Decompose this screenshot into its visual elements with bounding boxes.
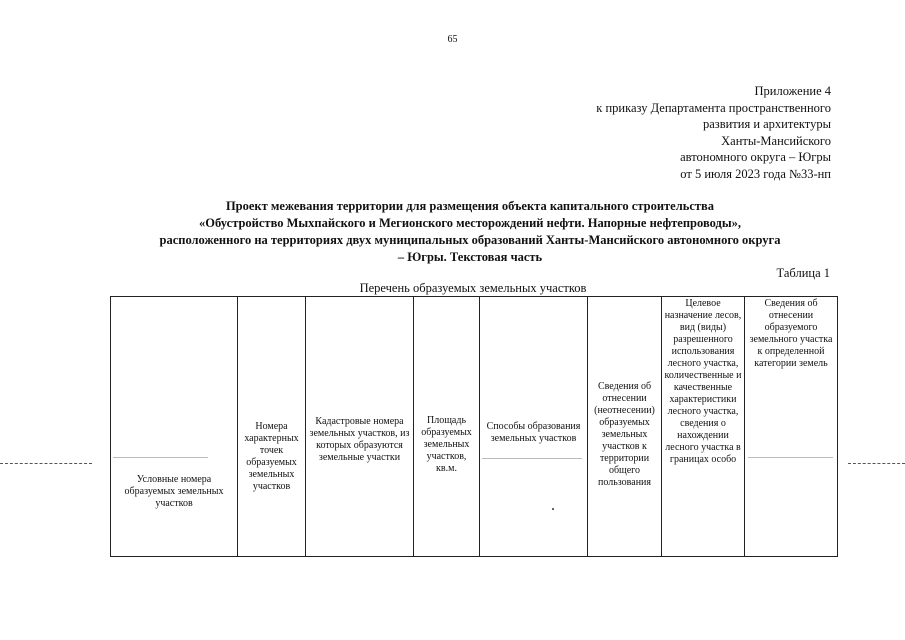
appendix-line: к приказу Департамента пространственного: [596, 100, 831, 115]
appendix-line: Ханты-Мансийского: [721, 133, 831, 148]
header-text: Сведения об отнесении образуемого земельного участка к определенной категории земель: [749, 298, 833, 369]
appendix-line: от 5 июля 2023 года №33-нп: [680, 166, 831, 181]
appendix-line: автономного округа – Югры: [680, 150, 831, 164]
header-text: Кадастровые номера земельных участков, из которых образуются земельные участки: [309, 415, 410, 463]
appendix-line: развития и архитектуры: [702, 117, 831, 131]
table-number: Таблица 1: [776, 266, 830, 280]
scan-crease-left-inner: [113, 457, 208, 458]
header-text: Площадь образуемых земельных участков, кв.м.: [421, 414, 472, 474]
scan-crease-left: [0, 463, 92, 464]
table-caption: Перечень образуемых земельных участков: [359, 281, 587, 295]
header-cell-cadastral-numbers: [306, 297, 414, 557]
header-cell-point-numbers: [238, 297, 306, 557]
title-line: Проект межевания территории для размещения объекта капитального строительства: [225, 199, 715, 213]
header-cell-land-category: [745, 297, 838, 557]
header-cell-formation-methods: [480, 297, 588, 557]
header-text: Способы образования земельных участков: [486, 420, 581, 444]
page-number: 65: [447, 34, 458, 45]
header-text: Целевое назначение лесов, вид (виды) разрешенного использования лесного участка, количественные и качественные характеристики лесного участка, сведения о нахождении лесного участка в границах особо: [664, 298, 742, 465]
appendix-line: Приложение 4: [754, 84, 831, 98]
header-cell-plot-numbers: [111, 297, 238, 557]
header-cell-public-use: [588, 297, 662, 557]
appendix-block: [596, 83, 831, 182]
scan-speck: [552, 508, 554, 510]
land-plots-table: [110, 296, 838, 557]
scan-crease-right-inner: [748, 457, 833, 458]
header-text: Сведения об отнесении (неотнесении) образуемых земельных участков к территории общего пользования: [594, 380, 655, 488]
scan-crease-right: [848, 463, 905, 464]
header-cell-forest-purpose: [662, 297, 745, 557]
title-line: расположенного на территориях двух муниципальных образований Ханты-Мансийского автономного округа: [159, 233, 781, 247]
table-header-row: [111, 297, 838, 557]
scan-crease-mid: [482, 458, 582, 459]
document-title: [95, 198, 845, 266]
header-text: Условные номера образуемых земельных участков: [124, 473, 224, 509]
header-text: Номера характерных точек образуемых земельных участков: [244, 420, 299, 492]
title-line: – Югры. Текстовая часть: [397, 250, 543, 264]
header-cell-area: [414, 297, 480, 557]
title-line: «Обустройство Мыхпайского и Мегионского месторождений нефти. Напорные нефтепроводы»,: [199, 216, 741, 230]
